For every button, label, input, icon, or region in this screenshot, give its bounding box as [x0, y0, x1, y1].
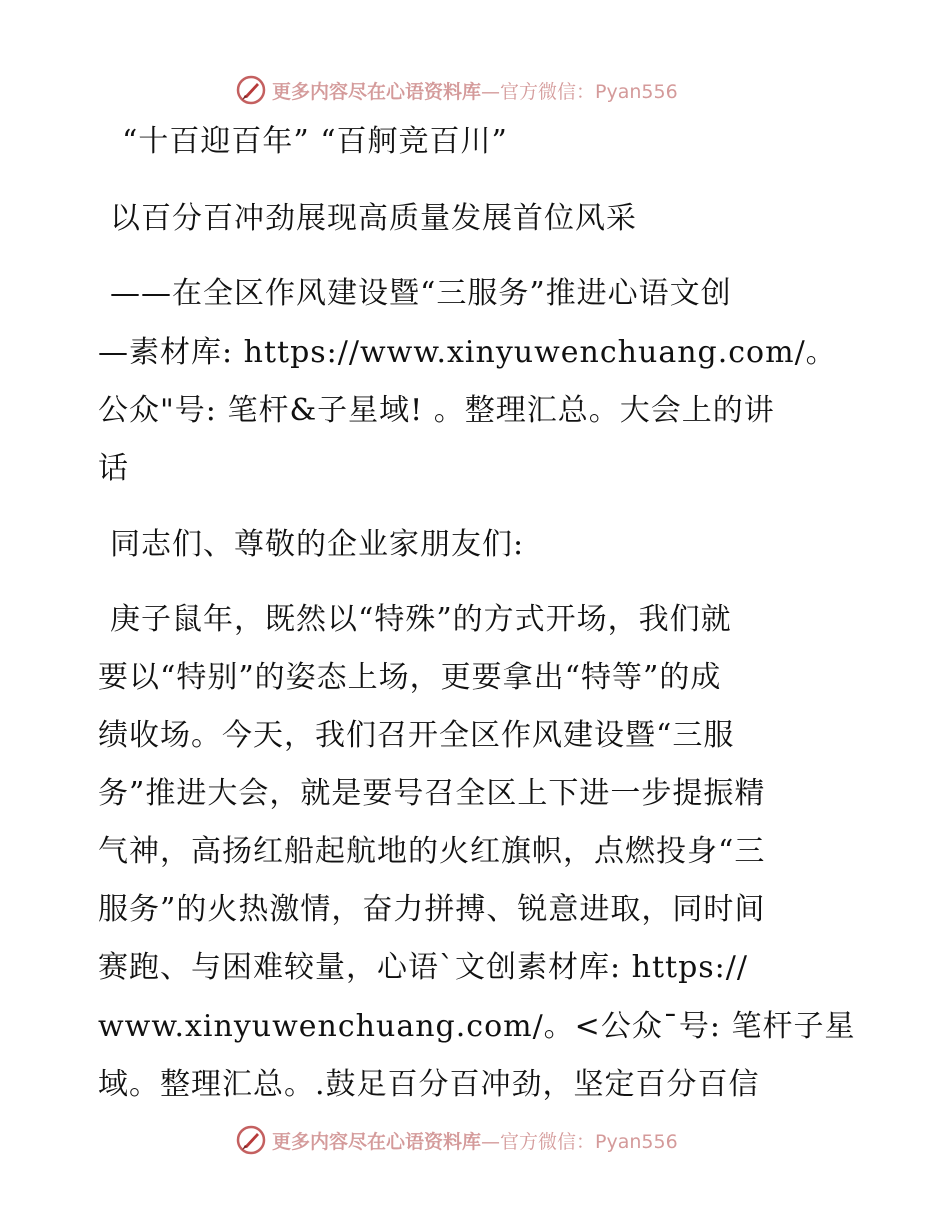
watermark-sub-text: —官方微信：Pyan556 [481, 1130, 678, 1153]
salutation-line: 同志们、尊敬的企业家朋友们: [110, 527, 525, 562]
body-line-5: 气神，高扬红船起航地的火红旗帜，点燃投身“三 [98, 834, 766, 869]
header-watermark-banner [236, 73, 678, 107]
body-line-6: 服务”的火热激情，奋力拼搏、锐意进取，同时间 [98, 892, 766, 927]
quill-logo-icon [236, 75, 266, 105]
subtitle-line-2: —素材库: https://www.xinyuwenchuang.com/。 [98, 335, 837, 370]
watermark-main-text: 更多内容尽在心语资料库 [272, 1130, 482, 1153]
body-line-1: 庚子鼠年，既然以“特殊”的方式开场，我们就 [110, 602, 732, 637]
body-line-2: 要以“特别”的姿态上场，更要拿出“特等”的成 [98, 660, 722, 695]
body-line-7: 赛跑、与困难较量，心语`文创素材库: https:// [98, 950, 748, 985]
body-line-8: www.xinyuwenchuang.com/。<公众¯号: 笔杆子星 [98, 1009, 856, 1044]
watermark-sub-text: —官方微信：Pyan556 [481, 80, 678, 103]
watermark-main-text: 更多内容尽在心语资料库 [272, 80, 482, 103]
subtitle-line-1: ——在全区作风建设暨“三服务”推进心语文创 [110, 276, 732, 311]
body-line-4: 务”推进大会，就是要号召全区上下进一步提振精 [98, 776, 766, 811]
subtitle-line-4: 话 [98, 451, 129, 486]
title-line-1: “十百迎百年” “百舸竞百川” [122, 124, 508, 159]
quill-logo-icon [236, 1125, 266, 1155]
footer-watermark-banner [236, 1123, 678, 1157]
body-line-9: 域。整理汇总。.鼓足百分百冲劲，坚定百分百信 [98, 1067, 760, 1102]
title-line-2: 以百分百冲劲展现高质量发展首位风采 [110, 201, 637, 236]
subtitle-line-3: 公众"号: 笔杆&子星域! 。整理汇总。大会上的讲 [98, 393, 775, 428]
body-line-3: 绩收场。今天，我们召开全区作风建设暨“三服 [98, 718, 735, 753]
